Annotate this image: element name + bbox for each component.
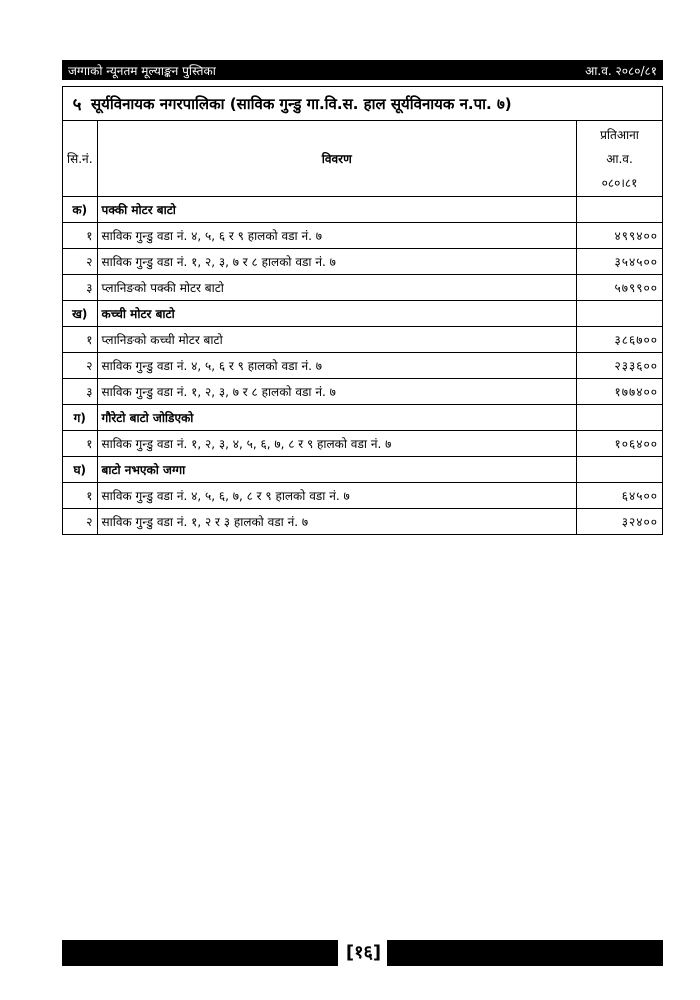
category-name: कच्ची मोटर बाटो [97, 301, 576, 327]
col-header-rate-line1: प्रतिआना [600, 127, 639, 142]
row-serial: २ [63, 353, 98, 379]
row-description: साविक गुन्डु वडा नं. ४, ५, ६ र ९ हालको वडा नं. ७ [97, 353, 576, 379]
section-title-text: सूर्यविनायक नगरपालिका (साविक गुन्डु गा.वि.स. हाल सूर्यविनायक न.पा. ७) [91, 94, 512, 113]
row-rate: ३५४५०० [577, 249, 663, 275]
row-serial: २ [63, 249, 98, 275]
row-description: साविक गुन्डु वडा नं. १, २ र ३ हालको वडा नं. ७ [97, 509, 576, 535]
category-row [63, 197, 663, 223]
row-rate: ६४५०० [577, 483, 663, 509]
row-serial: १ [63, 431, 98, 457]
table-body [63, 197, 663, 535]
row-rate: ३२४०० [577, 509, 663, 535]
table-row [63, 509, 663, 535]
table-row [63, 353, 663, 379]
row-rate: ४९९४०० [577, 223, 663, 249]
page-header-bar [62, 60, 663, 80]
row-rate: ५७९९०० [577, 275, 663, 301]
category-code: घ) [63, 457, 98, 483]
table-row [63, 431, 663, 457]
header-book-title: जग्गाको न्यूनतम मूल्याङ्कन पुस्तिका [68, 63, 216, 78]
row-description: साविक गुन्डु वडा नं. १, २, ३, ७ र ८ हालको वडा नं. ७ [97, 249, 576, 275]
category-row [63, 301, 663, 327]
category-row [63, 405, 663, 431]
row-description: साविक गुन्डु वडा नं. ४, ५, ६, ७, ८ र ९ हालको वडा नं. ७ [97, 483, 576, 509]
row-description: साविक गुन्डु वडा नं. १, २, ३, ४, ५, ६, ७, ८ र ९ हालको वडा नं. ७ [97, 431, 576, 457]
category-rate-empty [577, 197, 663, 223]
table-row [63, 223, 663, 249]
col-header-description: विवरण [97, 121, 576, 197]
table-row [63, 379, 663, 405]
category-code: ख) [63, 301, 98, 327]
valuation-table [62, 120, 663, 535]
row-rate: ३८६७०० [577, 327, 663, 353]
row-serial: १ [63, 327, 98, 353]
table-header-row [63, 121, 663, 197]
table-row [63, 483, 663, 509]
row-rate: २३३६०० [577, 353, 663, 379]
row-description: साविक गुन्डु वडा नं. १, २, ३, ७ र ८ हालको वडा नं. ७ [97, 379, 576, 405]
table-row [63, 275, 663, 301]
category-rate-empty [577, 301, 663, 327]
col-header-rate [577, 121, 663, 197]
page-footer-bar [62, 940, 663, 966]
category-code: क) [63, 197, 98, 223]
col-header-rate-line3: ०८०।८१ [601, 175, 638, 190]
row-description: प्लानिङको पक्की मोटर बाटो [97, 275, 576, 301]
row-serial: ३ [63, 275, 98, 301]
row-serial: ३ [63, 379, 98, 405]
category-code: ग) [63, 405, 98, 431]
row-description: प्लानिङको कच्ची मोटर बाटो [97, 327, 576, 353]
category-rate-empty [577, 405, 663, 431]
category-name: गौरेटो बाटो जोडिएको [97, 405, 576, 431]
header-fiscal-year: आ.व. २०८०/८१ [585, 63, 657, 78]
page-number: [१६] [338, 940, 387, 966]
row-serial: १ [63, 223, 98, 249]
row-rate: १०६४०० [577, 431, 663, 457]
row-rate: १७७४०० [577, 379, 663, 405]
col-header-sn: सि.नं. [63, 121, 98, 197]
category-name: पक्की मोटर बाटो [97, 197, 576, 223]
row-serial: १ [63, 483, 98, 509]
table-row [63, 249, 663, 275]
section-number: ५ [72, 95, 82, 115]
table-row [63, 327, 663, 353]
category-row [63, 457, 663, 483]
col-header-rate-line2: आ.व. [606, 151, 633, 166]
category-rate-empty [577, 457, 663, 483]
section-title [62, 86, 663, 120]
row-serial: २ [63, 509, 98, 535]
category-name: बाटो नभएको जग्गा [97, 457, 576, 483]
row-description: साविक गुन्डु वडा नं. ४, ५, ६ र ९ हालको वडा नं. ७ [97, 223, 576, 249]
